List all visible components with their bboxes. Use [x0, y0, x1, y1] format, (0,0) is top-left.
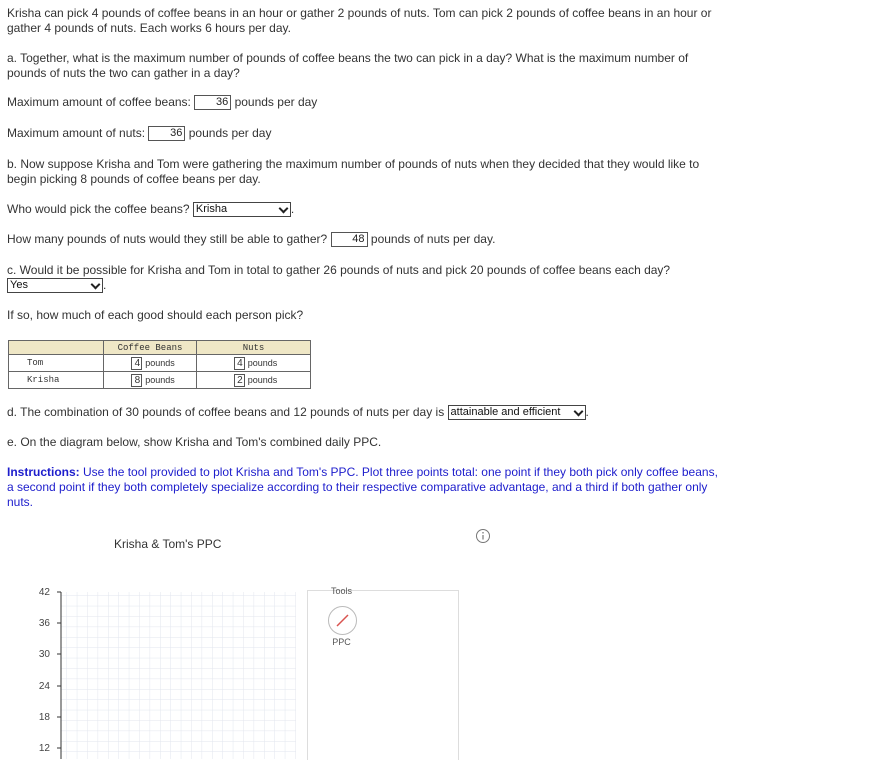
who-row: Who would pick the coffee beans? Krisha .: [7, 202, 295, 216]
intro-line-2: gather 4 pounds of nuts. Each works 6 hours per day.: [7, 21, 291, 35]
header-nuts: Nuts: [197, 341, 311, 355]
max-coffee-row: [7, 95, 317, 110]
d-select[interactable]: [448, 405, 586, 420]
question-b-line-2: begin picking 8 pounds of coffee beans per day.: [7, 172, 261, 186]
y-tick-label: 12: [38, 743, 50, 754]
c-select[interactable]: [7, 278, 103, 293]
how-many-unit: pounds of nuts per day.: [370, 232, 496, 246]
table-row: [9, 355, 311, 372]
intro-line-1: Krisha can pick 4 pounds of coffee beans in an hour or gather 2 pounds of nuts. Tom can pick 2 pounds of coffee beans in an hour or: [7, 6, 712, 20]
info-icon[interactable]: [475, 528, 491, 547]
tom-nuts-input[interactable]: 4: [234, 357, 245, 370]
krisha-nuts-input[interactable]: 2: [234, 374, 245, 387]
who-select[interactable]: [193, 202, 291, 217]
instructions-bold: Instructions:: [7, 465, 80, 479]
unit-label: pounds: [145, 375, 175, 385]
y-tick-label: 36: [38, 618, 50, 629]
if-so-text: If so, how much of each good should each person pick?: [7, 308, 304, 322]
c-select-value: Yes: [10, 279, 28, 292]
unit-label: pounds: [247, 375, 278, 385]
instructions-line-1: Instructions: Use the tool provided to plot Krisha and Tom's PPC. Plot three points total: one point if they both pick only coffee beans,: [7, 465, 718, 479]
header-coffee: Coffee Beans: [104, 341, 197, 355]
question-d-label: d. The combination of 30 pounds of coffee beans and 12 pounds of nuts per day is: [7, 405, 445, 419]
question-a-line-2: pounds of nuts the two can gather in a day?: [7, 66, 240, 80]
question-d-row: d. The combination of 30 pounds of coffee beans and 12 pounds of nuts per day is attainable and efficient .: [7, 405, 589, 419]
y-tick-label: 18: [38, 712, 50, 723]
max-nuts-row: [7, 126, 271, 141]
y-tick-label: 30: [38, 649, 50, 660]
ppc-graph-canvas[interactable]: [56, 585, 296, 759]
tools-panel: [307, 586, 459, 760]
question-b-line-1: b. Now suppose Krisha and Tom were gathering the maximum number of pounds of nuts when they decided that they would like to: [7, 157, 700, 171]
instructions-line-2: a second point if they both completely specialize according to their respective comparative advantage, and a third if both gather only: [7, 480, 708, 494]
krisha-coffee-input[interactable]: 8: [131, 374, 142, 387]
production-table: [8, 340, 311, 389]
ppc-tool-label: PPC: [332, 637, 351, 647]
max-nuts-input[interactable]: 36: [148, 126, 185, 141]
tom-coffee-input[interactable]: 4: [131, 357, 142, 370]
line-tool-icon: [329, 607, 356, 634]
max-coffee-input[interactable]: 36: [194, 95, 231, 110]
how-many-row: [7, 232, 495, 247]
d-select-value: attainable and efficient: [450, 406, 561, 419]
y-tick-label: 24: [38, 681, 50, 692]
unit-label: pounds: [145, 358, 175, 368]
instructions-line-3: nuts.: [7, 495, 34, 509]
who-select-value: Krisha: [195, 203, 228, 216]
row-label-krisha: Krisha: [9, 372, 104, 389]
max-nuts-unit: pounds per day: [188, 126, 272, 140]
max-coffee-unit: pounds per day: [234, 95, 318, 109]
graph-title: Krisha & Tom's PPC: [114, 537, 222, 551]
who-label: Who would pick the coffee beans?: [7, 202, 190, 216]
question-a-line-1: a. Together, what is the maximum number of pounds of coffee beans the two can pick in a day? What is the maximum number of: [7, 51, 689, 65]
question-e-line: e. On the diagram below, show Krisha and Tom's combined daily PPC.: [7, 435, 382, 449]
ppc-tool-button[interactable]: [328, 606, 357, 635]
table-row: [9, 372, 311, 389]
tools-title: Tools: [330, 586, 352, 596]
y-tick-label: 42: [38, 587, 50, 598]
unit-label: pounds: [247, 358, 278, 368]
chevron-down-icon: [573, 407, 583, 417]
c-select-row: Yes .: [7, 278, 106, 293]
chevron-down-icon: [91, 280, 101, 290]
max-nuts-label: Maximum amount of nuts:: [7, 126, 146, 140]
how-many-label: How many pounds of nuts would they still be able to gather?: [7, 232, 328, 246]
max-coffee-label: Maximum amount of coffee beans:: [7, 95, 191, 109]
how-many-input[interactable]: 48: [331, 232, 368, 247]
row-label-tom: Tom: [9, 355, 104, 372]
question-c-line: c. Would it be possible for Krisha and Tom in total to gather 26 pounds of nuts and pick 20 pounds of coffee beans each day?: [7, 263, 671, 277]
chevron-down-icon: [278, 204, 288, 214]
